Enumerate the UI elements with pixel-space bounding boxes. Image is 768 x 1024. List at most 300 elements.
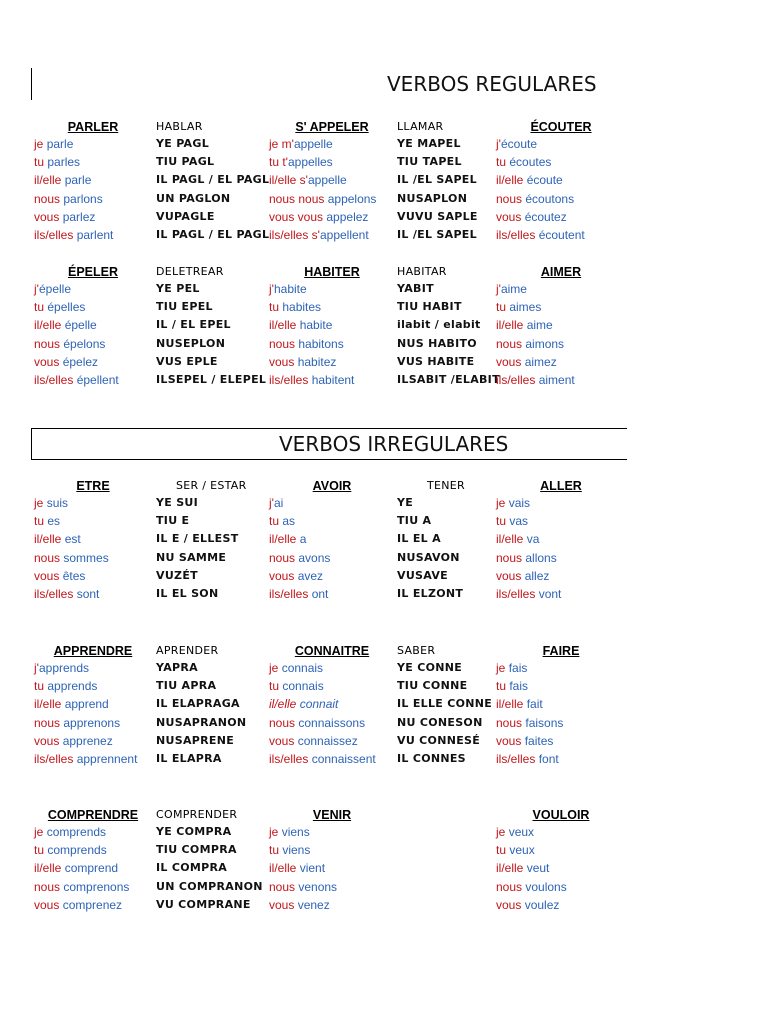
verb-form: voulons xyxy=(525,879,567,894)
conjugation-line xyxy=(34,530,152,548)
verb-form: as xyxy=(282,514,296,529)
verb-epeler xyxy=(34,264,152,389)
verb-form: fait xyxy=(526,697,543,712)
transcription-line: YE PAGL xyxy=(156,137,210,150)
conjugation-line xyxy=(496,823,626,841)
conjugation-line xyxy=(269,677,395,695)
verb-form: parlons xyxy=(63,191,103,206)
conjugation-line xyxy=(496,226,626,244)
pronoun: vous xyxy=(34,897,63,912)
conjugation-line xyxy=(496,714,626,732)
verb-header-vouloir: VOULOIR xyxy=(532,808,590,822)
conjugation-list xyxy=(496,135,626,244)
pronoun: nous xyxy=(34,715,64,730)
pronoun: vous xyxy=(496,354,525,369)
conjugation-line xyxy=(34,878,152,896)
verb-form: connais xyxy=(281,661,324,675)
verb-form: suis xyxy=(46,496,69,510)
conjugation-list xyxy=(34,659,152,768)
transcription-line: UN PAGLON xyxy=(156,191,231,205)
pronoun: nous xyxy=(34,336,64,351)
conjugation-line xyxy=(269,371,395,389)
verb-header-aller: ALLER xyxy=(540,479,582,493)
conjugation-line xyxy=(496,732,626,750)
pronoun: je xyxy=(496,661,509,675)
verb-form: comprends xyxy=(47,843,107,858)
pronoun: tu xyxy=(34,300,48,315)
verb-form: apprenons xyxy=(63,715,121,730)
pronoun: j' xyxy=(34,282,39,296)
verb-form: vient xyxy=(299,861,326,876)
conjugation-line xyxy=(34,549,152,567)
verb-form: veux xyxy=(508,825,535,839)
conjugation-line xyxy=(269,353,395,371)
verb-header-habiter: HABITER xyxy=(304,265,360,279)
transcription-line: TIU A xyxy=(397,514,432,528)
pronoun: il/elle xyxy=(34,532,65,547)
conjugation-line xyxy=(496,530,626,548)
conjugation-line xyxy=(34,280,152,298)
verb-header-connaitre: CONNAITRE xyxy=(294,644,370,658)
pronoun: tu xyxy=(269,514,283,529)
transcription-line: TIU APRA xyxy=(156,679,217,693)
verb-form: épelez xyxy=(62,354,99,369)
verb-form: venez xyxy=(297,897,330,912)
pronoun: vous xyxy=(34,209,63,224)
verb-header-aimer: AIMER xyxy=(540,265,582,279)
transcription-line: IL ELAPRA xyxy=(156,751,222,765)
conjugation-line xyxy=(269,335,395,353)
verb-form: écoute xyxy=(500,137,537,151)
verb-form: apprennent xyxy=(76,751,138,766)
conjugation-line xyxy=(496,153,626,171)
pronoun: nous xyxy=(496,336,526,351)
verb-form: faisons xyxy=(525,715,564,730)
verb-form: avons xyxy=(298,550,331,565)
conjugation-line xyxy=(34,677,152,695)
pronoun: tu xyxy=(34,514,48,529)
pronoun: j' xyxy=(34,661,39,675)
pronoun: nous xyxy=(496,550,526,565)
translation-comprender xyxy=(156,807,266,914)
transcription-line: YAPRA xyxy=(156,661,198,674)
pronoun: ils/elles xyxy=(34,372,77,387)
conjugation-line xyxy=(496,371,626,389)
translation-tener xyxy=(397,478,497,603)
conjugation-line xyxy=(34,494,152,512)
verb-form: a xyxy=(299,532,307,547)
translation-deletrear xyxy=(156,264,266,389)
transcription-line: YE PEL xyxy=(156,282,200,295)
transcription-line: YE CONNE xyxy=(397,661,463,674)
verb-header-etre: ETRE xyxy=(76,479,110,493)
conjugation-line xyxy=(269,695,395,713)
transcription-list xyxy=(156,659,266,768)
verb-form: es xyxy=(47,514,61,529)
verb-form: êtes xyxy=(62,568,86,583)
pronoun: nous xyxy=(34,191,64,206)
pronoun: je xyxy=(269,825,282,839)
block-apprendre xyxy=(0,643,768,773)
transcription-line: TIU EPEL xyxy=(156,300,213,314)
transcription-line: UN COMPRANON xyxy=(156,879,263,893)
pronoun: il/elle xyxy=(496,318,527,333)
pronoun: vous xyxy=(269,733,298,748)
transcription-line: YE MAPEL xyxy=(397,137,461,150)
conjugation-line xyxy=(269,823,395,841)
transcription-line: IL ELZONT xyxy=(397,586,464,600)
block-epeler xyxy=(0,264,768,394)
verb-avoir xyxy=(269,478,395,603)
verb-aller xyxy=(496,478,626,603)
conjugation-line xyxy=(269,512,395,530)
transcription-list xyxy=(156,280,266,389)
conjugation-line xyxy=(34,190,152,208)
pronoun: vous vous xyxy=(269,209,327,224)
verb-form: écoutent xyxy=(538,227,585,242)
verb-header-faire: FAIRE xyxy=(542,644,580,658)
verb-form: veut xyxy=(526,861,550,876)
verb-form: allons xyxy=(525,550,557,565)
pronoun: je xyxy=(34,825,47,839)
transcription-line: YE SUI xyxy=(156,496,199,509)
verb-form: fais xyxy=(509,679,529,694)
verb-form: écoute xyxy=(526,173,563,188)
pronoun: ils/elles xyxy=(269,751,312,766)
conjugation-line xyxy=(34,585,152,603)
verb-form: aimez xyxy=(524,354,557,369)
verb-sappeler xyxy=(269,119,395,244)
conjugation-line xyxy=(34,823,152,841)
block-parler xyxy=(0,119,768,249)
pronoun: nous xyxy=(34,879,64,894)
verb-form: appelez xyxy=(326,209,369,224)
verb-faire xyxy=(496,643,626,768)
conjugation-line xyxy=(34,298,152,316)
verb-form: parles xyxy=(47,155,81,170)
verb-ecouter xyxy=(496,119,626,244)
verb-header-comprendre: COMPRENDRE xyxy=(47,808,139,822)
verb-form: voulez xyxy=(524,897,560,912)
transcription-line: VUPAGLE xyxy=(156,209,215,223)
verb-connaitre xyxy=(269,643,395,768)
verb-form: épellent xyxy=(76,372,119,387)
verb-form: épelons xyxy=(63,336,106,351)
conjugation-line xyxy=(269,714,395,732)
translation-saber xyxy=(397,643,497,768)
pronoun: vous xyxy=(34,568,63,583)
pronoun: tu xyxy=(34,843,48,858)
conjugation-line xyxy=(496,171,626,189)
pronoun: nous xyxy=(496,715,526,730)
conjugation-line xyxy=(496,298,626,316)
transcription-line: NUSAPRENE xyxy=(156,733,235,747)
transcription-line: VUS HABITE xyxy=(397,354,475,368)
conjugation-line xyxy=(269,494,395,512)
transcription-line: VUS EPLE xyxy=(156,354,218,368)
conjugation-list xyxy=(269,494,395,603)
conjugation-line xyxy=(34,171,152,189)
verb-form: aimons xyxy=(525,336,565,351)
transcription-line: TIU PAGL xyxy=(156,155,215,169)
transcription-line: TIU TAPEL xyxy=(397,155,462,169)
transcription-line: NUSEPLON xyxy=(156,336,226,350)
verb-form: habites xyxy=(282,300,322,315)
conjugation-line xyxy=(269,585,395,603)
pronoun: vous xyxy=(269,568,298,583)
verb-form: aimes xyxy=(509,300,542,315)
translation-header-aprender: APRENDER xyxy=(156,644,219,657)
conjugation-line xyxy=(496,567,626,585)
pronoun: tu xyxy=(269,843,283,858)
conjugation-line xyxy=(496,659,626,677)
pronoun: tu xyxy=(496,843,510,858)
verb-form: vont xyxy=(538,586,562,601)
verb-form: épelle xyxy=(38,282,71,296)
conjugation-line xyxy=(496,841,626,859)
pronoun: j' xyxy=(269,282,274,296)
transcription-line: IL /EL SAPEL xyxy=(397,227,477,241)
conjugation-line xyxy=(496,750,626,768)
transcription-list xyxy=(156,135,270,244)
transcription-line: VUZÉT xyxy=(156,568,198,582)
translation-header-deletrear: DELETREAR xyxy=(156,265,224,278)
pronoun: nous xyxy=(269,715,299,730)
verb-aimer xyxy=(496,264,626,389)
translation-header-ser: SER / ESTAR xyxy=(176,479,247,492)
pronoun: il/elle xyxy=(496,532,527,547)
pronoun: il/elle xyxy=(496,173,527,188)
verb-form: apprend xyxy=(64,697,109,712)
transcription-list xyxy=(397,135,497,244)
pronoun: nous xyxy=(496,191,526,206)
pronoun: nous xyxy=(269,336,299,351)
pronoun: il/elle xyxy=(269,697,300,712)
conjugation-list xyxy=(34,823,152,914)
pronoun: tu xyxy=(269,679,283,694)
verb-etre xyxy=(34,478,152,603)
pronoun: je xyxy=(269,661,282,675)
conjugation-line xyxy=(269,878,395,896)
conjugation-line xyxy=(34,659,152,677)
conjugation-line xyxy=(269,208,395,226)
pronoun: je xyxy=(496,496,509,510)
verb-header-parler: PARLER xyxy=(67,120,119,134)
transcription-list xyxy=(156,823,266,914)
title-irregular-verbs: VERBOS IRREGULARES xyxy=(279,432,509,456)
pronoun: je xyxy=(34,137,47,151)
conjugation-line xyxy=(34,353,152,371)
verb-form: habitons xyxy=(298,336,344,351)
verb-form: allez xyxy=(524,568,550,583)
conjugation-line xyxy=(269,549,395,567)
pronoun: je xyxy=(34,496,47,510)
verb-form: appelle xyxy=(293,137,333,151)
verb-form: connaissons xyxy=(298,715,366,730)
conjugation-line xyxy=(269,659,395,677)
conjugation-line xyxy=(496,677,626,695)
conjugation-line xyxy=(34,750,152,768)
conjugation-line xyxy=(34,714,152,732)
pronoun: j' xyxy=(269,496,274,510)
pronoun: vous xyxy=(496,733,525,748)
verb-form: parlent xyxy=(76,227,114,242)
conjugation-line xyxy=(496,878,626,896)
conjugation-list xyxy=(269,823,395,914)
pronoun: il/elle xyxy=(34,173,65,188)
conjugation-line xyxy=(34,896,152,914)
pronoun: il/elle xyxy=(496,861,527,876)
pronoun: il/elle xyxy=(269,318,300,333)
verb-form: épelles xyxy=(47,300,86,315)
conjugation-line xyxy=(34,732,152,750)
pronoun: vous xyxy=(269,354,298,369)
pronoun: tu xyxy=(496,514,510,529)
transcription-list xyxy=(397,494,497,603)
transcription-line: NU CONESON xyxy=(397,715,483,729)
conjugation-line xyxy=(496,135,626,153)
verb-header-ecouter: ÉCOUTER xyxy=(530,120,592,134)
conjugation-line xyxy=(34,316,152,334)
conjugation-line xyxy=(269,190,395,208)
transcription-list xyxy=(156,494,266,603)
pronoun: nous xyxy=(496,879,526,894)
conjugation-line xyxy=(496,316,626,334)
verb-form: font xyxy=(538,751,559,766)
pronoun: vous xyxy=(496,568,525,583)
translation-ser xyxy=(156,478,266,603)
transcription-list xyxy=(397,659,497,768)
pronoun: il/elle xyxy=(34,697,65,712)
pronoun: tu xyxy=(269,300,283,315)
transcription-line: YE COMPRA xyxy=(156,825,232,838)
translation-habitar xyxy=(397,264,500,389)
conjugation-line xyxy=(269,153,395,171)
transcription-line: VU COMPRANE xyxy=(156,897,251,911)
verb-form: faites xyxy=(524,733,554,748)
conjugation-line xyxy=(269,226,395,244)
transcription-line: ILSEPEL / ELEPEL xyxy=(156,372,267,386)
conjugation-line xyxy=(269,750,395,768)
verb-habiter xyxy=(269,264,395,389)
transcription-line: YABIT xyxy=(397,282,434,295)
title-regular-verbs: VERBOS REGULARES xyxy=(387,72,597,96)
conjugation-line xyxy=(269,567,395,585)
verb-form: vais xyxy=(508,496,531,510)
verb-form: ont xyxy=(311,586,329,601)
conjugation-list xyxy=(496,280,626,389)
translation-hablar xyxy=(156,119,270,244)
verb-form: comprends xyxy=(46,825,107,839)
conjugation-line xyxy=(34,695,152,713)
verb-parler xyxy=(34,119,152,244)
verb-form: comprenez xyxy=(62,897,123,912)
conjugation-list xyxy=(269,659,395,768)
conjugation-list xyxy=(34,280,152,389)
verb-form: viens xyxy=(281,825,310,839)
conjugation-line xyxy=(496,190,626,208)
conjugation-line xyxy=(34,226,152,244)
conjugation-line xyxy=(269,530,395,548)
verb-form: connais xyxy=(282,679,324,694)
verb-form: parle xyxy=(46,137,74,151)
verb-apprendre xyxy=(34,643,152,768)
pronoun: vous xyxy=(269,897,298,912)
pronoun: tu xyxy=(496,679,510,694)
conjugation-line xyxy=(269,316,395,334)
pronoun: ils/elles xyxy=(269,372,312,387)
pronoun: vous xyxy=(34,354,63,369)
pronoun: il/elle xyxy=(269,532,300,547)
transcription-line: NUSAVON xyxy=(397,550,460,564)
verb-form: connait xyxy=(299,697,339,712)
pronoun: je m' xyxy=(269,137,294,151)
verb-header-apprendre: APPRENDRE xyxy=(53,644,133,658)
conjugation-line xyxy=(496,549,626,567)
conjugation-line xyxy=(496,280,626,298)
verb-vouloir xyxy=(496,807,626,914)
translation-header-tener: TENER xyxy=(427,479,465,492)
conjugation-line xyxy=(496,695,626,713)
pronoun: il/elle xyxy=(496,697,527,712)
verb-form: épelle xyxy=(64,318,97,333)
translation-header-comprender: COMPRENDER xyxy=(156,808,238,821)
verb-form: habitent xyxy=(311,372,355,387)
verb-form: est xyxy=(64,532,81,547)
translation-llamar xyxy=(397,119,497,244)
verb-form: comprend xyxy=(64,861,119,876)
transcription-line: IL COMPRA xyxy=(156,861,228,875)
pronoun: tu xyxy=(496,155,510,170)
transcription-line: ilabit / elabit xyxy=(397,318,481,332)
verb-header-venir: VENIR xyxy=(312,808,352,822)
conjugation-line xyxy=(34,335,152,353)
verb-form: écoutes xyxy=(509,155,552,170)
verb-form: fais xyxy=(508,661,528,675)
pronoun: ils/elles xyxy=(496,227,539,242)
transcription-line: ILSABIT /ELABIT xyxy=(397,372,500,386)
conjugation-line xyxy=(269,841,395,859)
verb-form: apprends xyxy=(38,661,90,675)
pronoun: il/elle xyxy=(269,861,300,876)
transcription-line: TIU E xyxy=(156,514,190,528)
transcription-line: IL ELAPRAGA xyxy=(156,697,240,711)
conjugation-line xyxy=(34,859,152,877)
verb-form: habite xyxy=(299,318,333,333)
conjugation-line xyxy=(496,353,626,371)
transcription-line: IL CONNES xyxy=(397,751,466,765)
transcription-line: NUSAPRANON xyxy=(156,715,247,729)
pronoun: ils/elles xyxy=(34,751,77,766)
pronoun: ils/elles xyxy=(34,586,77,601)
verb-comprendre xyxy=(34,807,152,914)
block-comprendre xyxy=(0,807,768,919)
conjugation-line xyxy=(269,859,395,877)
transcription-line: NU SAMME xyxy=(156,550,227,564)
transcription-line: NUS HABITO xyxy=(397,336,477,350)
verb-form: vas xyxy=(509,514,529,529)
pronoun: vous xyxy=(496,897,525,912)
translation-header-habitar: HABITAR xyxy=(397,265,447,278)
pronoun: vous xyxy=(496,209,525,224)
verb-form: apprends xyxy=(47,679,98,694)
translation-header-llamar: LLAMAR xyxy=(397,120,444,133)
verb-form: comprenons xyxy=(63,879,130,894)
verb-form: va xyxy=(526,532,540,547)
verb-form: parle xyxy=(64,173,92,188)
pronoun: tu t' xyxy=(269,155,288,170)
pronoun: ils/elles xyxy=(269,586,312,601)
